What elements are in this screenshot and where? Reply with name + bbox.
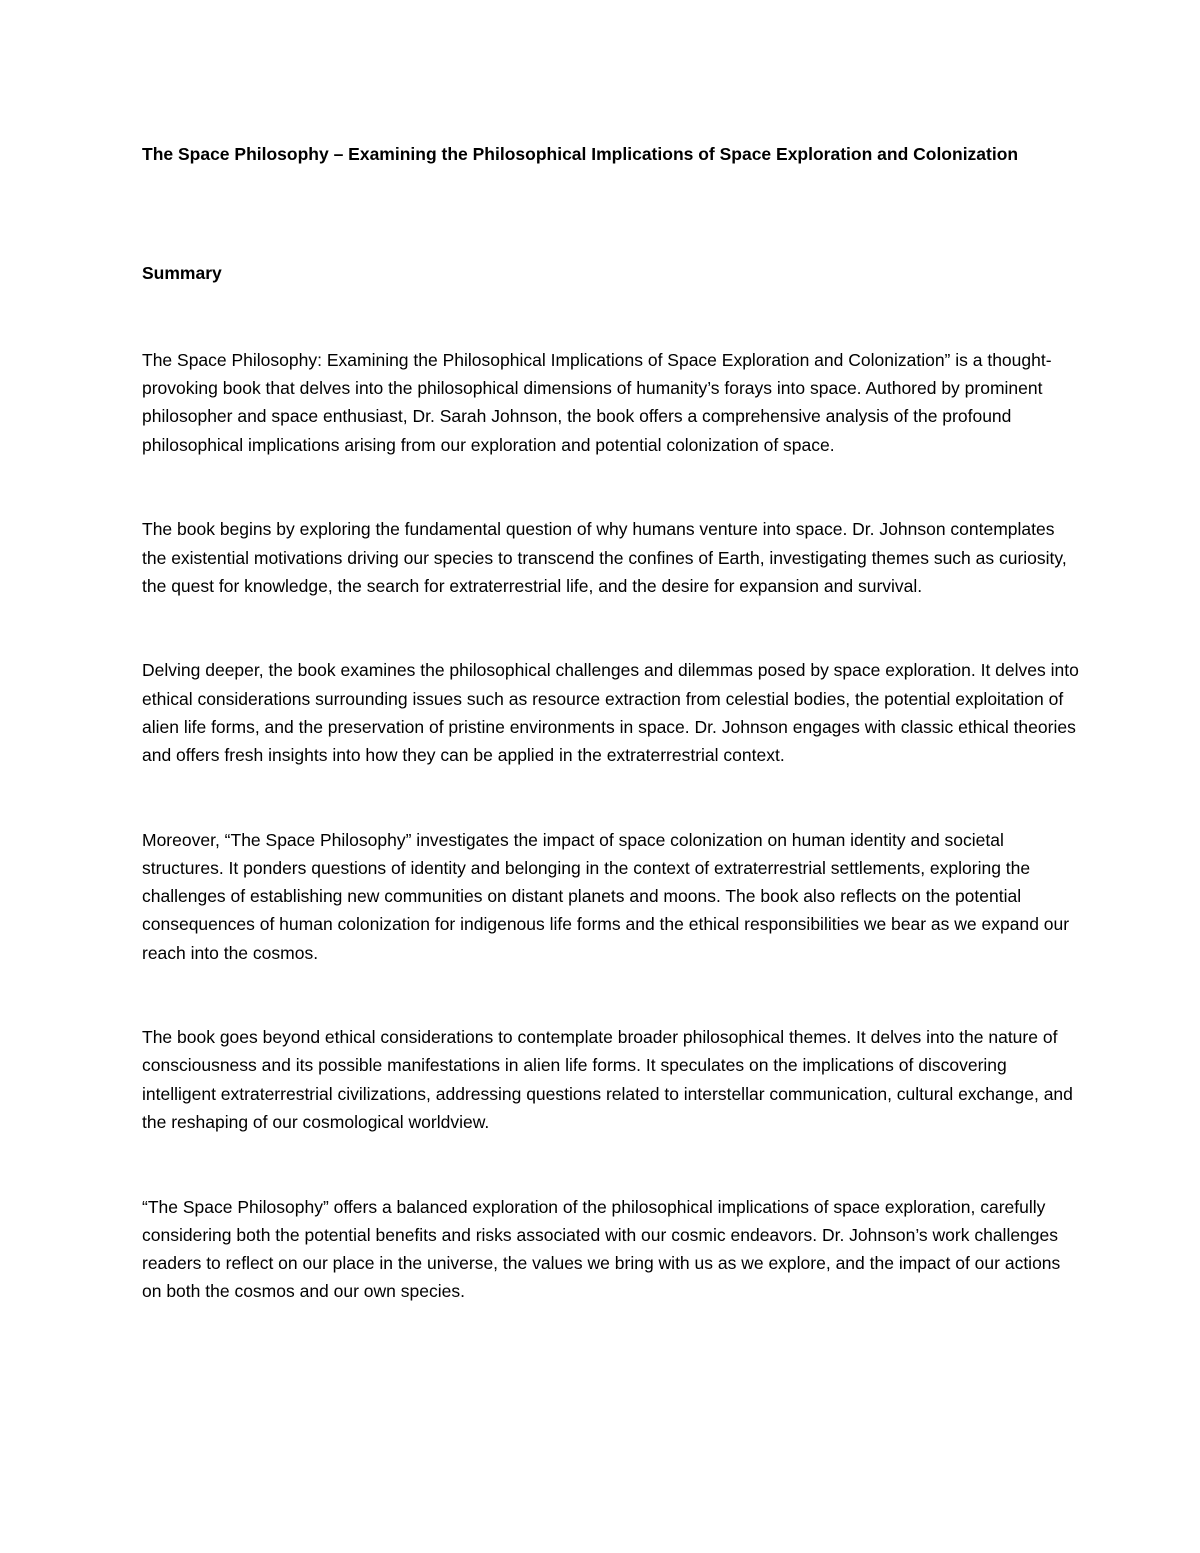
paragraph-5: The book goes beyond ethical considerations to contemplate broader philosophical themes. It delves into the nature of consciousness and its possible manifestations in alien life forms. It speculates on the implications of discovering intelligent extraterrestrial civilizations, addressing questions related to interstellar communication, cultural exchange, and the reshaping of our cosmological worldview.	[142, 1027, 1073, 1132]
paragraph-1: The Space Philosophy: Examining the Philosophical Implications of Space Exploration and Colonization” is a thought-provoking book that delves into the philosophical dimensions of humanity’s forays into space. Authored by prominent philosopher and space enthusiast, Dr. Sarah Johnson, the book offers a comprehensive analysis of the profound philosophical implications arising from our exploration and potential colonization of space.	[142, 350, 1052, 455]
paragraph-3: Delving deeper, the book examines the philosophical challenges and dilemmas posed by space exploration. It delves into ethical considerations surrounding issues such as resource extraction from celestial bodies, the potential exploitation of alien life forms, and the preservation of pristine environments in space. Dr. Johnson engages with classic ethical theories and offers fresh insights into how they can be applied in the extraterrestrial context.	[142, 660, 1079, 766]
document-body	[142, 346, 1082, 1362]
document-page	[142, 140, 1082, 1302]
section-heading-summary: Summary	[142, 263, 222, 283]
paragraph-6: “The Space Philosophy” offers a balanced exploration of the philosophical implications of space exploration, carefully considering both the potential benefits and risks associated with our cosmic endeavors. Dr. Johnson’s work challenges readers to reflect on our place in the universe, the values we bring with us as we explore, and the impact of our actions on both the cosmos and our own species.	[142, 1196, 1061, 1302]
document-title: The Space Philosophy – Examining the Philosophical Implications of Space Exploration and Colonization	[142, 144, 1019, 164]
paragraph-4: Moreover, “The Space Philosophy” investigates the impact of space colonization on human identity and societal structures. It ponders questions of identity and belonging in the context of extraterrestrial settlements, exploring the challenges of establishing new communities on distant planets and moons. The book also reflects on the potential consequences of human colonization for indigenous life forms and the ethical responsibilities we bear as we expand our reach into the cosmos.	[142, 829, 1070, 963]
paragraph-2: The book begins by exploring the fundamental question of why humans venture into space. Dr. Johnson contemplates the existential motivations driving our species to transcend the confines of Earth, investigating themes such as curiosity, the quest for knowledge, the search for extraterrestrial life, and the desire for expansion and survival.	[142, 519, 1067, 596]
